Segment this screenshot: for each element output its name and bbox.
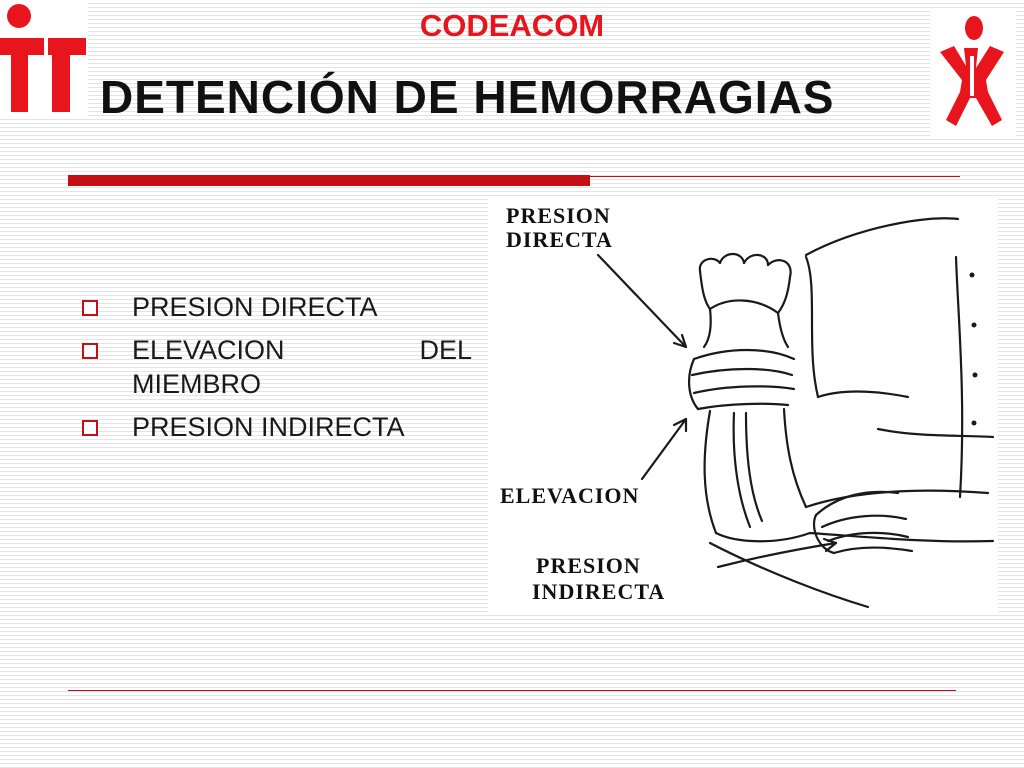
bullet-text-continuation: MIEMBRO [132,369,262,399]
label-direct-pressure-line1: PRESION [506,203,611,228]
label-indirect-pressure-line1: PRESION [536,553,641,578]
arm-elevation-drawing [488,197,998,613]
title-divider-thin [590,176,960,177]
footer-divider [68,690,956,691]
square-bullet-icon [82,343,98,359]
bullet-text: ELEVACION DEL [132,335,472,365]
square-bullet-icon [82,420,98,436]
slide-title: DETENCIÓN DE HEMORRAGIAS [100,71,835,123]
label-indirect-pressure-line2: INDIRECTA [532,579,666,604]
bullet-text: PRESION DIRECTA [132,292,378,322]
bullet-item [82,333,472,401]
bullet-list [82,290,472,453]
label-elevation: ELEVACION [500,483,640,508]
square-bullet-icon [82,300,98,316]
label-direct-pressure-line2: DIRECTA [506,227,613,252]
bullet-item [82,410,472,444]
brand-name: CODEACOM [419,8,605,43]
bullet-text: PRESION INDIRECTA [132,412,405,442]
title-divider-thick [68,175,590,186]
organization-logo-right [930,8,1016,138]
person-figure-icon [930,8,1016,138]
bullet-item [82,290,472,324]
first-aid-illustration [488,197,998,613]
